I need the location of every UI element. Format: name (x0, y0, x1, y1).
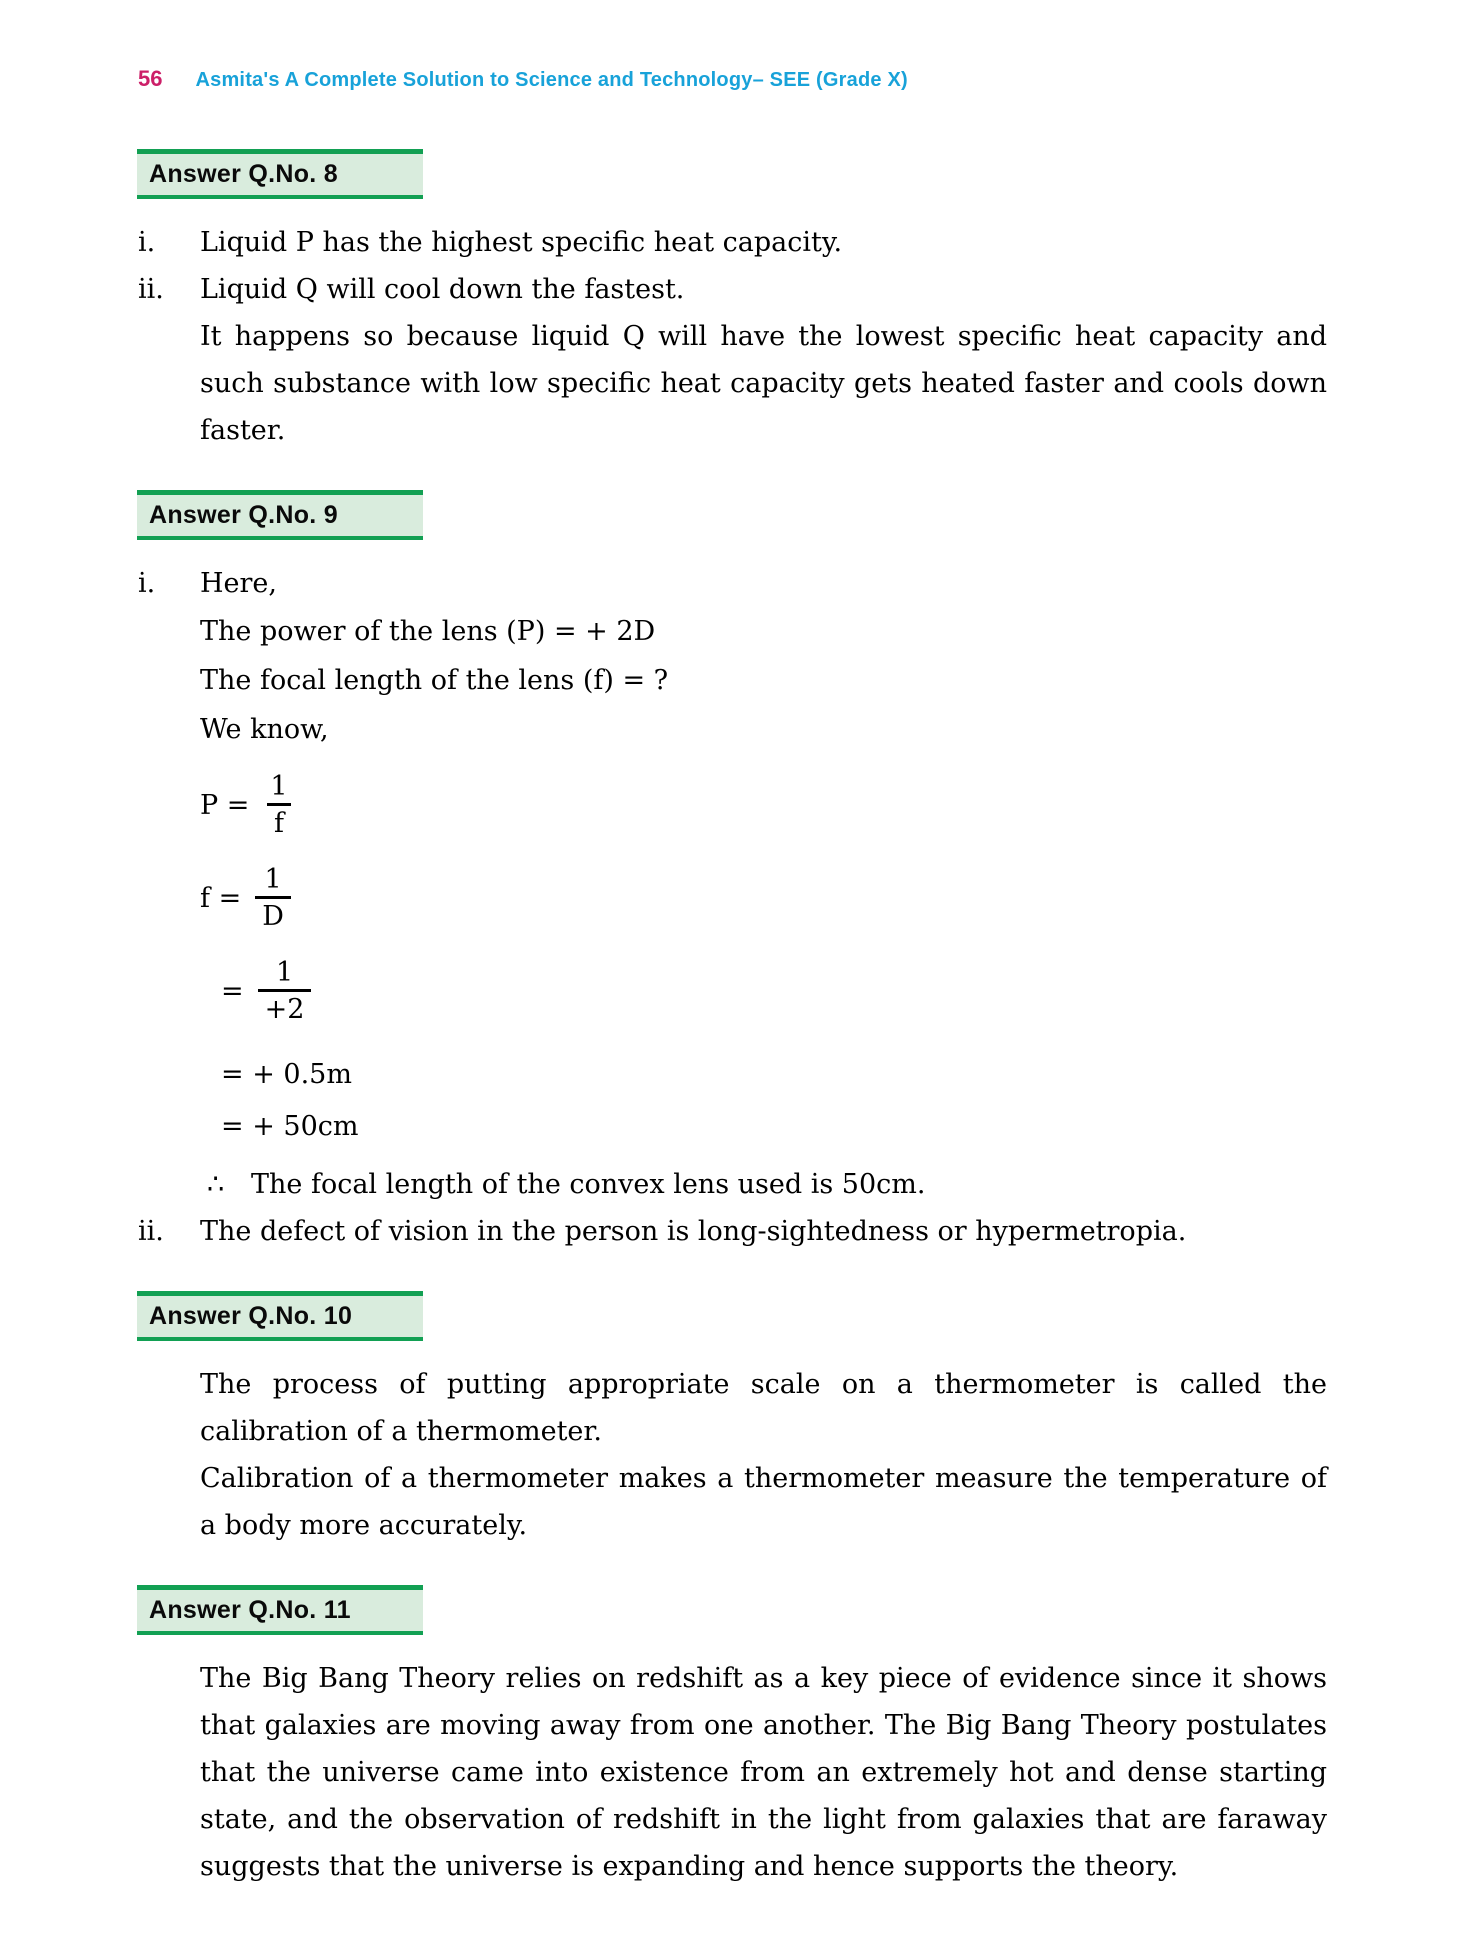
list-marker: ii. (138, 274, 164, 305)
list-item (138, 560, 1327, 607)
equation-result-m: = + 0.5m (221, 1059, 352, 1090)
list-item (138, 1208, 1327, 1255)
fraction-denominator: D (255, 896, 291, 934)
equation-lhs: = (221, 976, 244, 1007)
list-text: Here, (200, 568, 277, 599)
answer-10-paragraph-2: Calibration of a thermometer makes a thermometer measure the temperature of a body more accurately. (200, 1463, 1327, 1541)
list-text: Liquid Q will cool down the fastest. (200, 274, 685, 305)
equation-lhs: P = (200, 790, 250, 821)
answer-8-section (138, 149, 1327, 454)
answer-11-heading: Answer Q.No. 11 (137, 1585, 423, 1635)
list-marker: i. (138, 568, 156, 599)
list-marker: ii. (138, 1216, 164, 1247)
answer-9-working (200, 607, 1327, 1208)
list-text: The defect of vision in the person is long-sightedness or hypermetropia. (200, 1216, 1187, 1247)
fraction-denominator: f (267, 803, 291, 841)
fraction (263, 770, 294, 841)
fraction-numerator: 1 (270, 771, 288, 802)
equation-focal (200, 863, 1327, 934)
book-title: Asmita's A Complete Solution to Science and Technology– SEE (Grade X) (195, 69, 908, 91)
page-number: 56 (138, 66, 163, 91)
list-text: Liquid P has the highest specific heat capacity. (200, 227, 843, 258)
conclusion-row (207, 1161, 1327, 1208)
given-power-line: The power of the lens (P) = + 2D (200, 616, 656, 647)
equation-substitution (221, 956, 1327, 1027)
fraction (258, 956, 312, 1027)
list-item (138, 266, 1327, 313)
equation-power (200, 770, 1327, 841)
equation-lhs: f = (200, 883, 242, 914)
therefore-symbol: ∴ (207, 1169, 225, 1200)
given-focal-line: The focal length of the lens (f) = ? (200, 665, 669, 696)
answer-10-section (138, 1291, 1327, 1549)
list-marker: i. (138, 227, 156, 258)
conclusion-text: The focal length of the convex lens used is 50cm. (251, 1169, 926, 1200)
answer-10-heading: Answer Q.No. 10 (137, 1291, 423, 1341)
answer-8-explanation: It happens so because liquid Q will have the lowest specific heat capacity and such substance with low specific heat capacity gets heated faster and cools down faster. (200, 321, 1327, 446)
answer-10-paragraph-1: The process of putting appropriate scale on a thermometer is called the calibration of a thermometer. (200, 1369, 1327, 1447)
fraction (255, 863, 291, 934)
equation-result-cm: = + 50cm (221, 1111, 359, 1142)
answer-11-section (138, 1585, 1327, 1890)
we-know-line: We know, (200, 714, 329, 745)
fraction-denominator: +2 (258, 989, 312, 1027)
answer-9-heading: Answer Q.No. 9 (137, 490, 423, 540)
answer-8-heading: Answer Q.No. 8 (137, 149, 423, 199)
list-item (138, 219, 1327, 266)
fraction-numerator: 1 (264, 864, 282, 895)
page-header (138, 66, 1327, 93)
answer-11-paragraph: The Big Bang Theory relies on redshift as a key piece of evidence since it shows that galaxies are moving away from one another. The Big Bang Theory postulates that the universe came into existence from an extremely hot and dense starting state, and the observation of redshift in the light from galaxies that are faraway suggests that the universe is expanding and hence supports the theory. (200, 1663, 1327, 1882)
answer-9-section (138, 490, 1327, 1255)
fraction-numerator: 1 (275, 957, 294, 988)
